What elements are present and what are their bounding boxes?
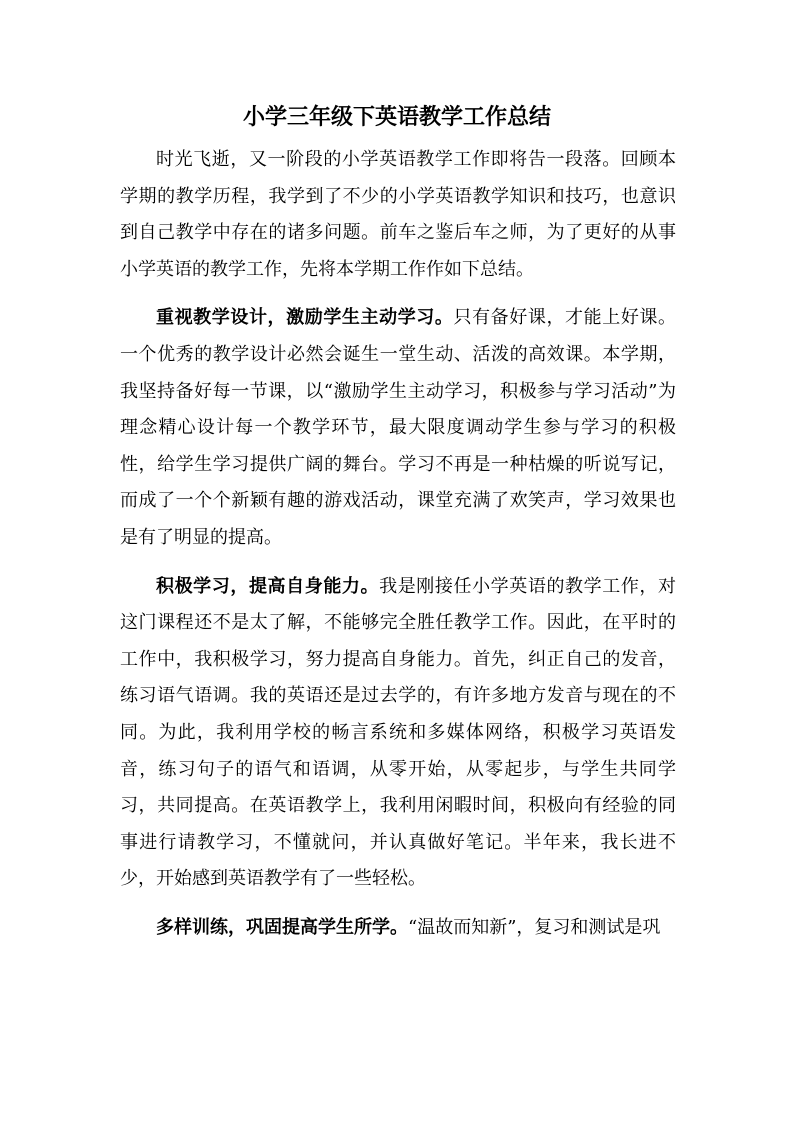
paragraph-varied-training <box>120 910 676 947</box>
paragraph-text: 我是刚接任小学英语的教学工作，对这门课程还不是太了解，不能够完全胜任教学工作。因此，在平时的工作中，我积极学习，努力提高自身能力。首先，纠正自己的发音，练习语气语调。我的英语还是过去学的，有许多地方发音与现在的不同。为此，我利用学校的畅言系统和多媒体网络，积极学习英语发音，练习句子的语气和语调，从零开始，从零起步，与学生共同学习，共同提高。在英语教学上，我利用闲暇时间，积极向有经验的同事进行请教学习，不懂就问，并认真做好笔记。半年来，我长进不少，开始感到英语教学有了一些轻松。 <box>120 575 677 890</box>
paragraph-intro <box>120 142 676 288</box>
paragraph-lead: 多样训练，巩固提高学生所学。 <box>156 916 408 938</box>
paragraph-text: “温故而知新”，复习和测试是巩 <box>408 916 661 938</box>
paragraph-self-improvement <box>120 569 676 898</box>
paragraph-text: 只有备好课，才能上好课。一个优秀的教学设计必然会诞生一堂生动、活泼的高效课。本学期，我坚持备好每一节课，以“激励学生主动学习，积极参与学习活动”为理念精心设计每一个教学环节，最大限度调动学生参与学习的积极性，给学生学习提供广阔的舞台。学习不再是一种枯燥的听说写记，而成了一个个新颖有趣的游戏活动，课堂充满了欢笑声，学习效果也是有了明显的提高。 <box>120 307 677 548</box>
paragraph-lead: 重视教学设计，激励学生主动学习。 <box>156 307 454 329</box>
document-body <box>120 142 676 946</box>
paragraph-text: 时光飞逝，又一阶段的小学英语教学工作即将告一段落。回顾本学期的教学历程，我学到了不少的小学英语教学知识和技巧，也意识到自己教学中存在的诸多问题。前车之鉴后车之师，为了更好的从事小学英语的教学工作，先将本学期工作作如下总结。 <box>120 149 676 280</box>
paragraph-teaching-design <box>120 300 676 556</box>
paragraph-lead: 积极学习，提高自身能力。 <box>156 575 380 597</box>
document-title: 小学三年级下英语教学工作总结 <box>242 105 551 130</box>
